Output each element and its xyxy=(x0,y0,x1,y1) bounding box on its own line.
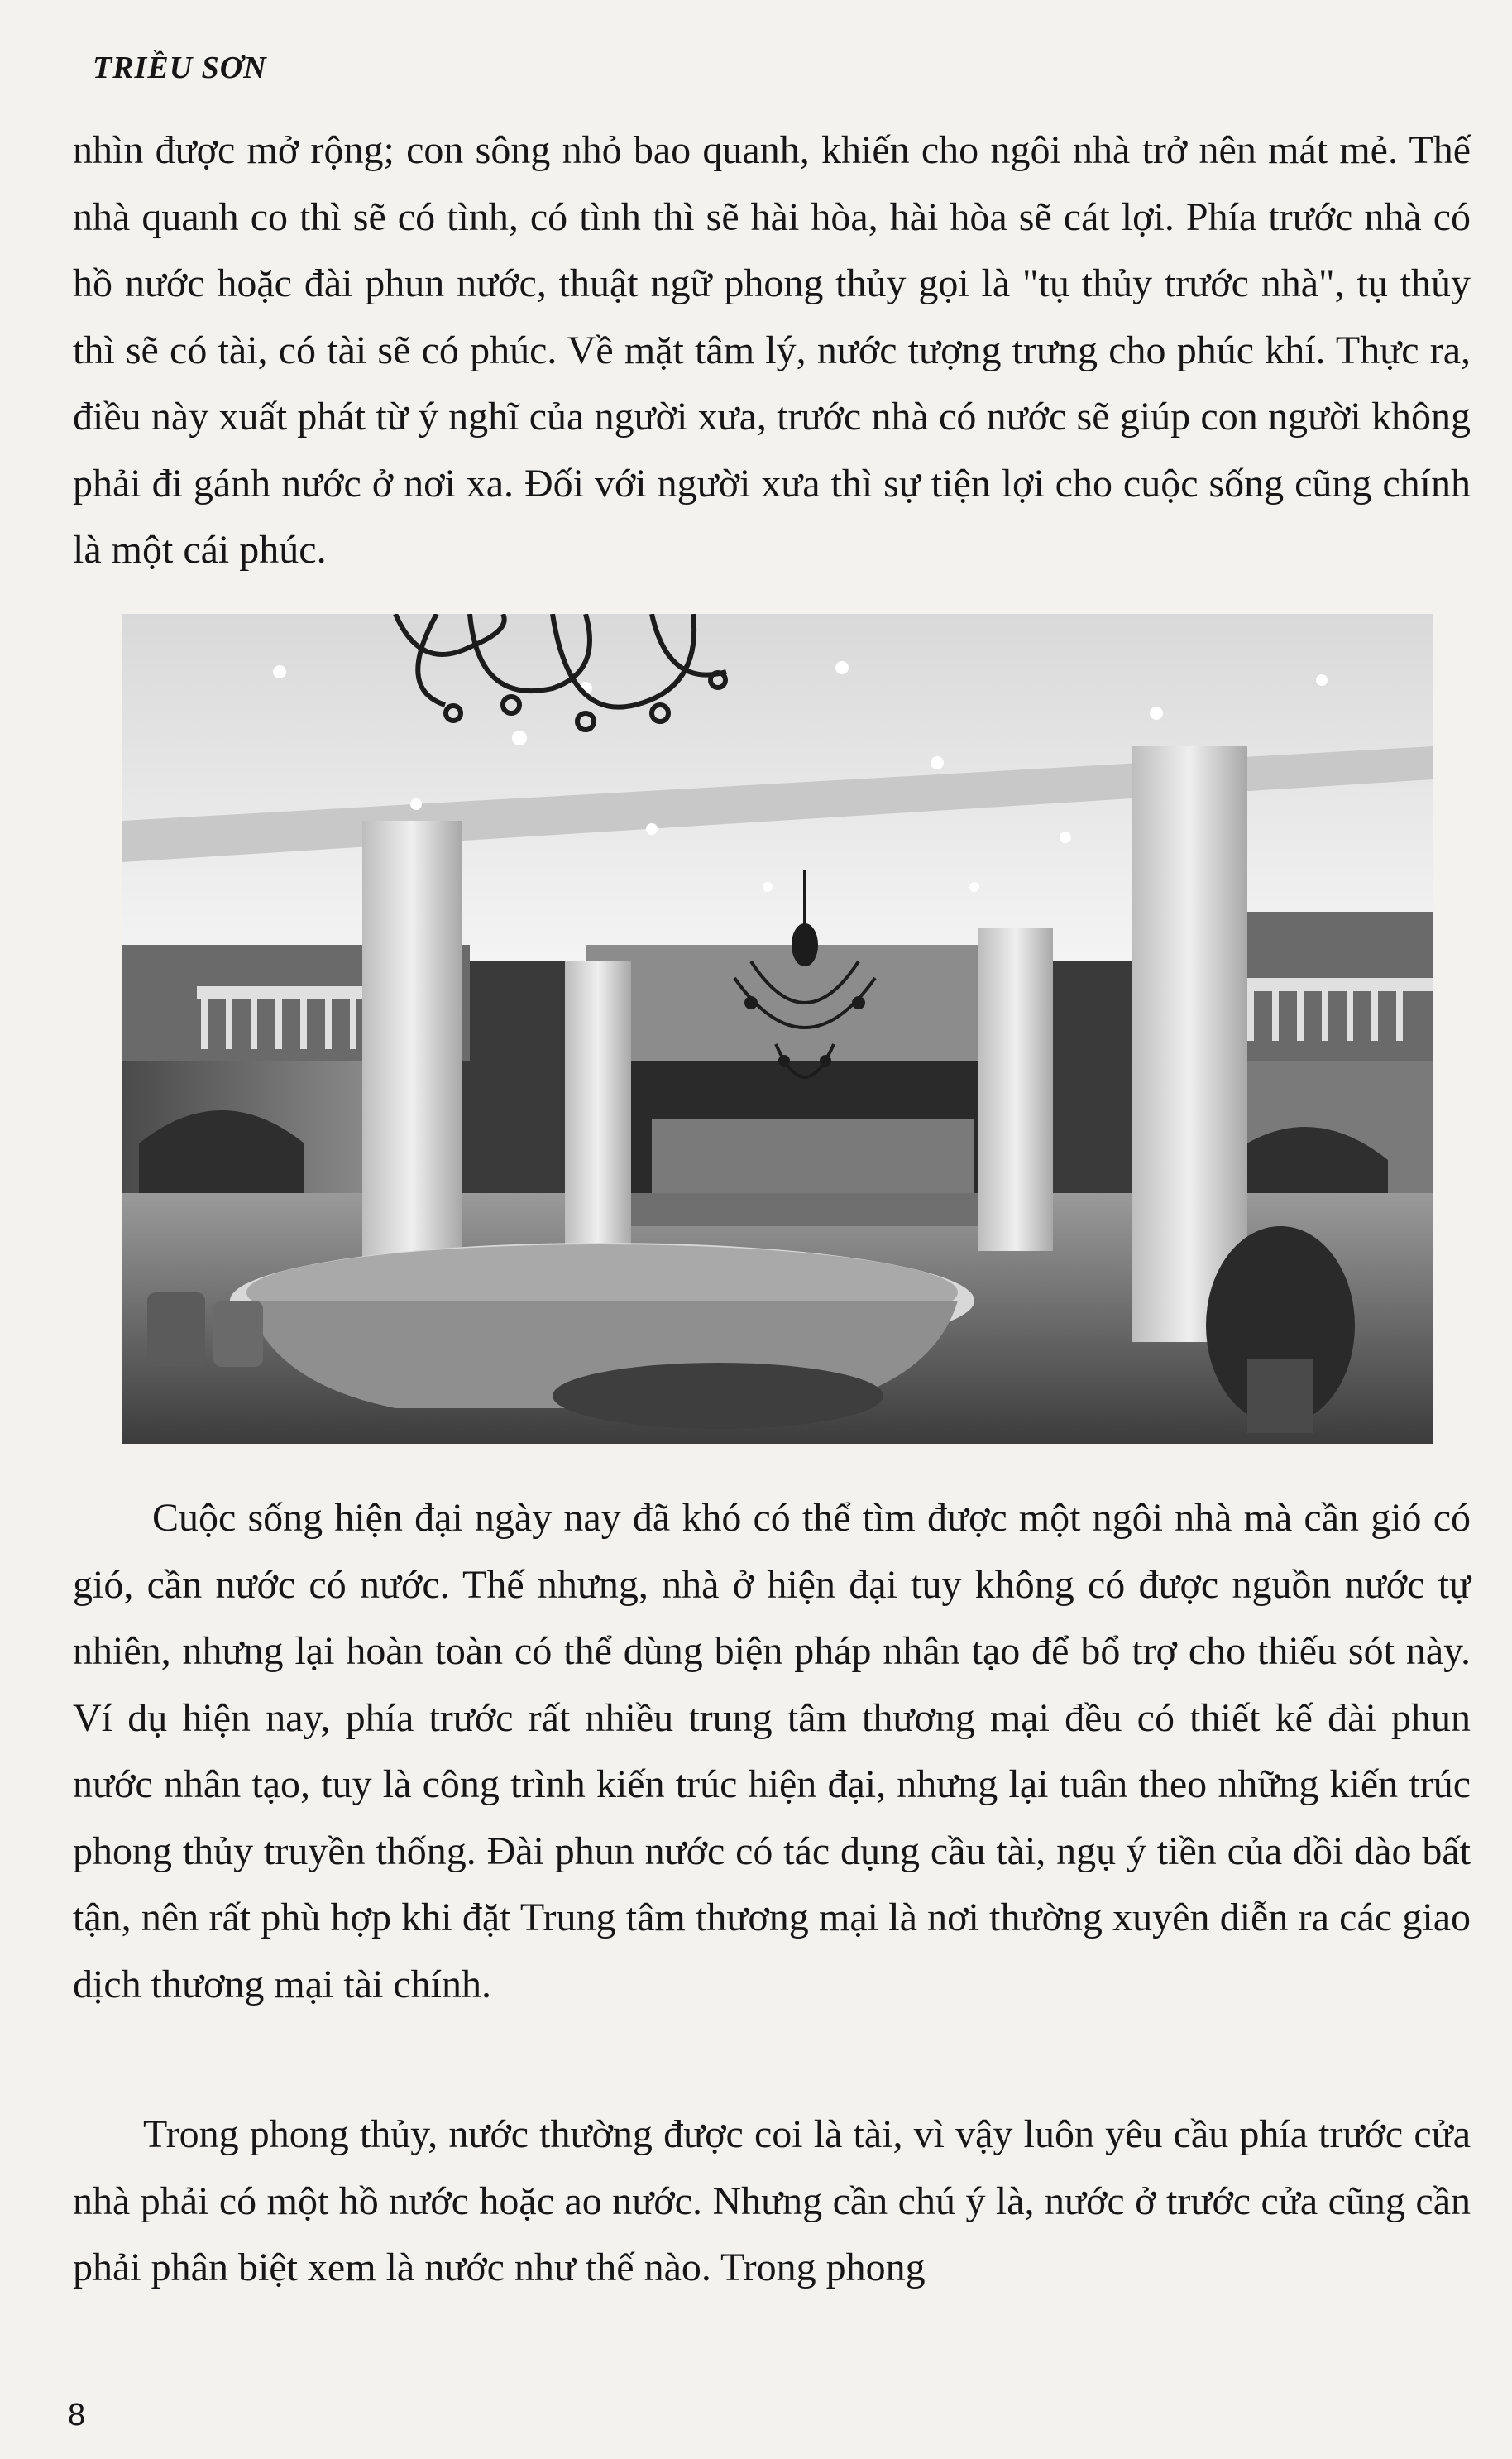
running-header: TRIỀU SƠN xyxy=(93,50,267,85)
paragraph-1: nhìn được mở rộng; con sông nhỏ bao quanh, khiến cho ngôi nhà trở nên mát mẻ. Thế nhà quanh co thì sẽ có tình, có tình thì sẽ hài hòa, hài hòa sẽ cát lợi. Phía trước nhà có hồ nước hoặc đài phun nước, thuật ngữ phong thủy gọi là "tụ thủy trước nhà", tụ thủy thì sẽ có tài, có tài sẽ có phúc. Về mặt tâm lý, nước tượng trưng cho phúc khí. Thực ra, điều này xuất phát từ ý nghĩ của người xưa, trước nhà có nước sẽ giúp con người không phải đi gánh nước ở nơi xa. Đối với người xưa thì sự tiện lợi cho cuộc sống cũng chính là một cái phúc. xyxy=(73,128,1471,572)
lobby-photo xyxy=(122,614,1433,1444)
column xyxy=(978,928,1053,1251)
column xyxy=(565,961,631,1251)
paragraph-2: Cuộc sống hiện đại ngày nay đã khó có thể tìm được một ngôi nhà mà cần gió có gió, cần nước có nước. Thế nhưng, nhà ở hiện đại tuy không có được nguồn nước tự nhiên, nhưng lại hoàn toàn có thể dùng biện pháp nhân tạo để bổ trợ cho thiếu sót này. Ví dụ hiện nay, phía trước rất nhiều trung tâm thương mại đều có thiết kế đài phun nước nhân tạo, tuy là công trình kiến trúc hiện đại, nhưng lại tuân theo những kiến trúc phong thủy truyền thống. Đài phun nước có tác dụng cầu tài, ngụ ý tiền của dồi dào bất tận, nên rất phù hợp khi đặt Trung tâm thương mại là nơi thường xuyên diễn ra các giao dịch thương mại tài chính. xyxy=(73,1496,1471,2006)
paragraph-3: Trong phong thủy, nước thường được coi là tài, vì vậy luôn yêu cầu phía trước cửa nhà phải có một hồ nước hoặc ao nước. Nhưng cần chú ý là, nước ở trước cửa cũng cần phải phân biệt xem là nước như thế nào. Trong phong xyxy=(73,2112,1471,2289)
page-number: 8 xyxy=(68,2398,86,2433)
